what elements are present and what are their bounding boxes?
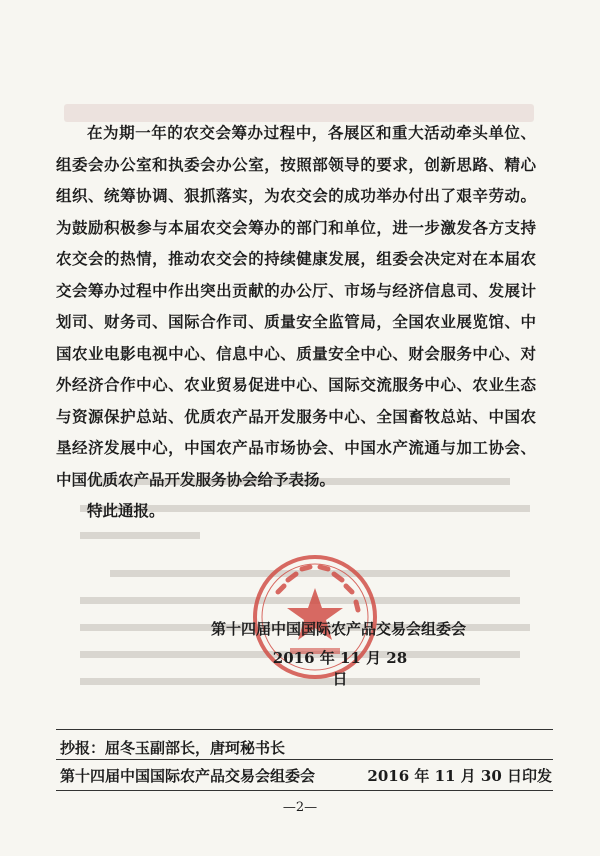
- footer-top-rule: [56, 729, 553, 730]
- footer-bottom-rule: [56, 790, 553, 791]
- notice-paragraph-closing: 特此通报。: [87, 501, 165, 520]
- footer-issuer: 第十四届中国国际农产品交易会组委会: [60, 767, 316, 785]
- cc-recipients: 抄报：屈冬玉副部长，唐珂秘书长: [60, 739, 286, 757]
- notice-paragraph-main: 在为期一年的农交会筹办过程中，各展区和重大活动牵头单位、组委会办公室和执委会办公室，按照部领导的要求，创新思路、精心组织、统筹协调、狠抓落实，为农交会的成功举办付出了艰辛劳动。为鼓励积极参与本届农交会筹办的部门和单位，进一步激发各方支持农交会的热情，推动农交会的持续健康发展，组委会决定对在本届农交会筹办过程中作出突出贡献的办公厅、市场与经济信息司、发展计划司、财务司、国际合作司、质量安全监管局，全国农业展览馆、中国农业电影电视中心、信息中心、质量安全中心、财会服务中心、对外经济合作中心、农业贸易促进中心、国际交流服务中心、农业生态与资源保护总站、优质农产品开发服务中心、全国畜牧总站、中国农垦经济发展中心，中国农产品市场协会、中国水产流通与加工协会、中国优质农产品开发服务协会给予表扬。: [56, 123, 536, 489]
- signature-organization: 第十四届中国国际农产品交易会组委会: [210, 620, 466, 638]
- footer-middle-rule: [56, 759, 553, 760]
- footer-issue-date: 2016 年 11 月 30 日印发: [367, 767, 552, 785]
- notice-body: [56, 117, 536, 527]
- page-number: —2—: [282, 800, 318, 815]
- signature-date: 2016 年 11 月 28 日: [272, 649, 408, 688]
